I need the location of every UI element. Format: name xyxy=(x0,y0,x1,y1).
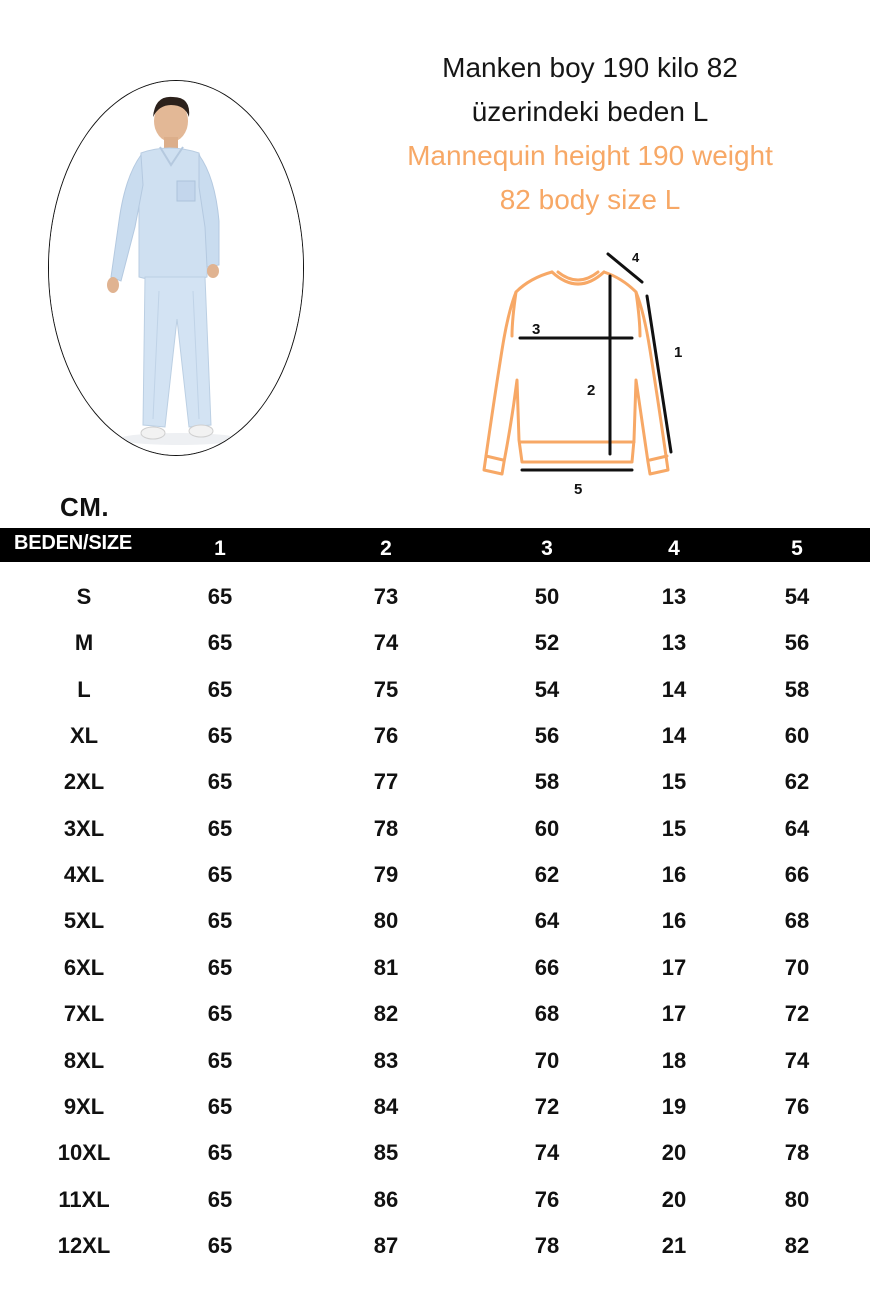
measure-value-5: 58 xyxy=(784,677,810,702)
measure-value-2: 75 xyxy=(373,677,399,702)
header-col-1: 1 xyxy=(214,537,226,560)
measure-value-4: 21 xyxy=(661,1233,687,1258)
size-label: 8XL xyxy=(63,1048,105,1073)
measure-value-2: 78 xyxy=(373,816,399,841)
measure-value-5: 68 xyxy=(784,908,810,933)
measure-value-5: 66 xyxy=(784,862,810,887)
measure-value-5: 80 xyxy=(784,1187,810,1212)
measure-value-5: 78 xyxy=(784,1140,810,1165)
measure-value-3: 72 xyxy=(534,1094,560,1119)
measure-value-4: 15 xyxy=(661,816,687,841)
measure-value-1: 65 xyxy=(207,1187,233,1212)
measure-line-1 xyxy=(647,296,671,452)
size-label: 11XL xyxy=(58,1187,110,1212)
measure-value-2: 81 xyxy=(373,955,399,980)
measurement-diagram xyxy=(470,240,700,505)
size-label: 2XL xyxy=(63,769,105,794)
measure-value-2: 84 xyxy=(373,1094,399,1119)
measure-value-1: 65 xyxy=(207,1048,233,1073)
measure-value-2: 86 xyxy=(373,1187,399,1212)
measure-value-5: 62 xyxy=(784,769,810,794)
measure-value-5: 56 xyxy=(784,630,810,655)
caption-english xyxy=(330,134,850,222)
measure-value-4: 19 xyxy=(661,1094,687,1119)
size-label: 10XL xyxy=(57,1140,111,1165)
measure-value-3: 56 xyxy=(534,723,560,748)
measure-value-2: 80 xyxy=(373,908,399,933)
measure-value-1: 65 xyxy=(207,1233,233,1258)
size-label: 3XL xyxy=(63,816,105,841)
size-label: 4XL xyxy=(63,862,105,887)
measure-value-3: 62 xyxy=(534,862,560,887)
measure-value-1: 65 xyxy=(207,1001,233,1026)
measure-value-5: 54 xyxy=(784,584,810,609)
measure-value-2: 76 xyxy=(373,723,399,748)
measure-value-4: 14 xyxy=(661,677,687,702)
measure-value-1: 65 xyxy=(207,862,233,887)
header-size-label: BEDEN/SIZE xyxy=(14,532,133,554)
diagram-label-5: 5 xyxy=(574,481,583,498)
measure-value-5: 82 xyxy=(784,1233,810,1258)
size-label: 6XL xyxy=(63,955,105,980)
measure-value-5: 74 xyxy=(784,1048,810,1073)
measure-value-1: 65 xyxy=(207,630,233,655)
diagram-label-4: 4 xyxy=(632,250,640,265)
measure-value-2: 83 xyxy=(373,1048,399,1073)
measure-value-3: 50 xyxy=(534,584,560,609)
measure-value-2: 77 xyxy=(373,769,399,794)
measure-value-2: 79 xyxy=(373,862,399,887)
measure-value-3: 70 xyxy=(534,1048,560,1073)
measure-value-2: 73 xyxy=(373,584,399,609)
measure-value-3: 60 xyxy=(534,816,560,841)
diagram-label-3: 3 xyxy=(532,321,541,338)
measure-value-3: 68 xyxy=(534,1001,560,1026)
measure-value-5: 64 xyxy=(784,816,810,841)
caption-english-line-2: 82 body size L xyxy=(499,184,681,215)
measure-value-2: 82 xyxy=(373,1001,399,1026)
measure-value-3: 52 xyxy=(534,630,560,655)
measure-value-2: 85 xyxy=(373,1140,399,1165)
size-label: 9XL xyxy=(63,1094,105,1119)
unit-label: CM. xyxy=(60,492,110,522)
sweatshirt-outline-icon xyxy=(484,272,668,474)
measure-value-1: 65 xyxy=(207,723,233,748)
caption-turkish-line-2: üzerindeki beden L xyxy=(471,96,709,127)
measure-value-1: 65 xyxy=(207,677,233,702)
measure-value-4: 17 xyxy=(661,955,687,980)
caption-turkish xyxy=(330,46,850,134)
header-col-2: 2 xyxy=(380,537,392,560)
header-col-4: 4 xyxy=(668,537,680,560)
size-label: M xyxy=(74,630,94,655)
measure-value-3: 54 xyxy=(534,677,560,702)
header-col-5: 5 xyxy=(791,537,803,560)
measure-value-4: 20 xyxy=(661,1187,687,1212)
header-col-3: 3 xyxy=(541,537,553,560)
measure-value-4: 14 xyxy=(661,723,687,748)
measure-value-1: 65 xyxy=(207,955,233,980)
size-label: XL xyxy=(69,723,99,748)
measure-value-1: 65 xyxy=(207,769,233,794)
measure-value-4: 13 xyxy=(661,630,687,655)
measure-value-3: 74 xyxy=(534,1140,560,1165)
size-label: 12XL xyxy=(57,1233,111,1258)
measure-value-2: 87 xyxy=(373,1233,399,1258)
measure-value-3: 78 xyxy=(534,1233,560,1258)
measure-value-1: 65 xyxy=(207,908,233,933)
measure-value-4: 13 xyxy=(661,584,687,609)
measure-value-3: 64 xyxy=(534,908,560,933)
measure-value-1: 65 xyxy=(207,584,233,609)
measure-value-4: 16 xyxy=(661,908,687,933)
measure-value-5: 60 xyxy=(784,723,810,748)
diagram-label-2: 2 xyxy=(587,382,596,399)
measure-value-3: 66 xyxy=(534,955,560,980)
size-label: 7XL xyxy=(63,1001,105,1026)
model-photo xyxy=(48,80,304,456)
size-label: L xyxy=(77,677,91,702)
diagram-label-1: 1 xyxy=(674,344,683,361)
measure-value-5: 76 xyxy=(784,1094,810,1119)
measure-value-1: 65 xyxy=(207,1094,233,1119)
measure-value-4: 16 xyxy=(661,862,687,887)
size-label: S xyxy=(76,584,92,609)
measure-value-1: 65 xyxy=(207,816,233,841)
size-label: 5XL xyxy=(63,908,105,933)
caption-turkish-line-1: Manken boy 190 kilo 82 xyxy=(442,52,738,83)
measure-value-3: 58 xyxy=(534,769,560,794)
measure-value-5: 72 xyxy=(784,1001,810,1026)
measure-value-4: 17 xyxy=(661,1001,687,1026)
measure-value-2: 74 xyxy=(373,630,399,655)
measure-value-3: 76 xyxy=(534,1187,560,1212)
measure-value-4: 18 xyxy=(661,1048,687,1073)
caption-english-line-1: Mannequin height 190 weight xyxy=(407,140,773,171)
measure-value-5: 70 xyxy=(784,955,810,980)
measure-value-1: 65 xyxy=(207,1140,233,1165)
measure-value-4: 20 xyxy=(661,1140,687,1165)
measure-value-4: 15 xyxy=(661,769,687,794)
